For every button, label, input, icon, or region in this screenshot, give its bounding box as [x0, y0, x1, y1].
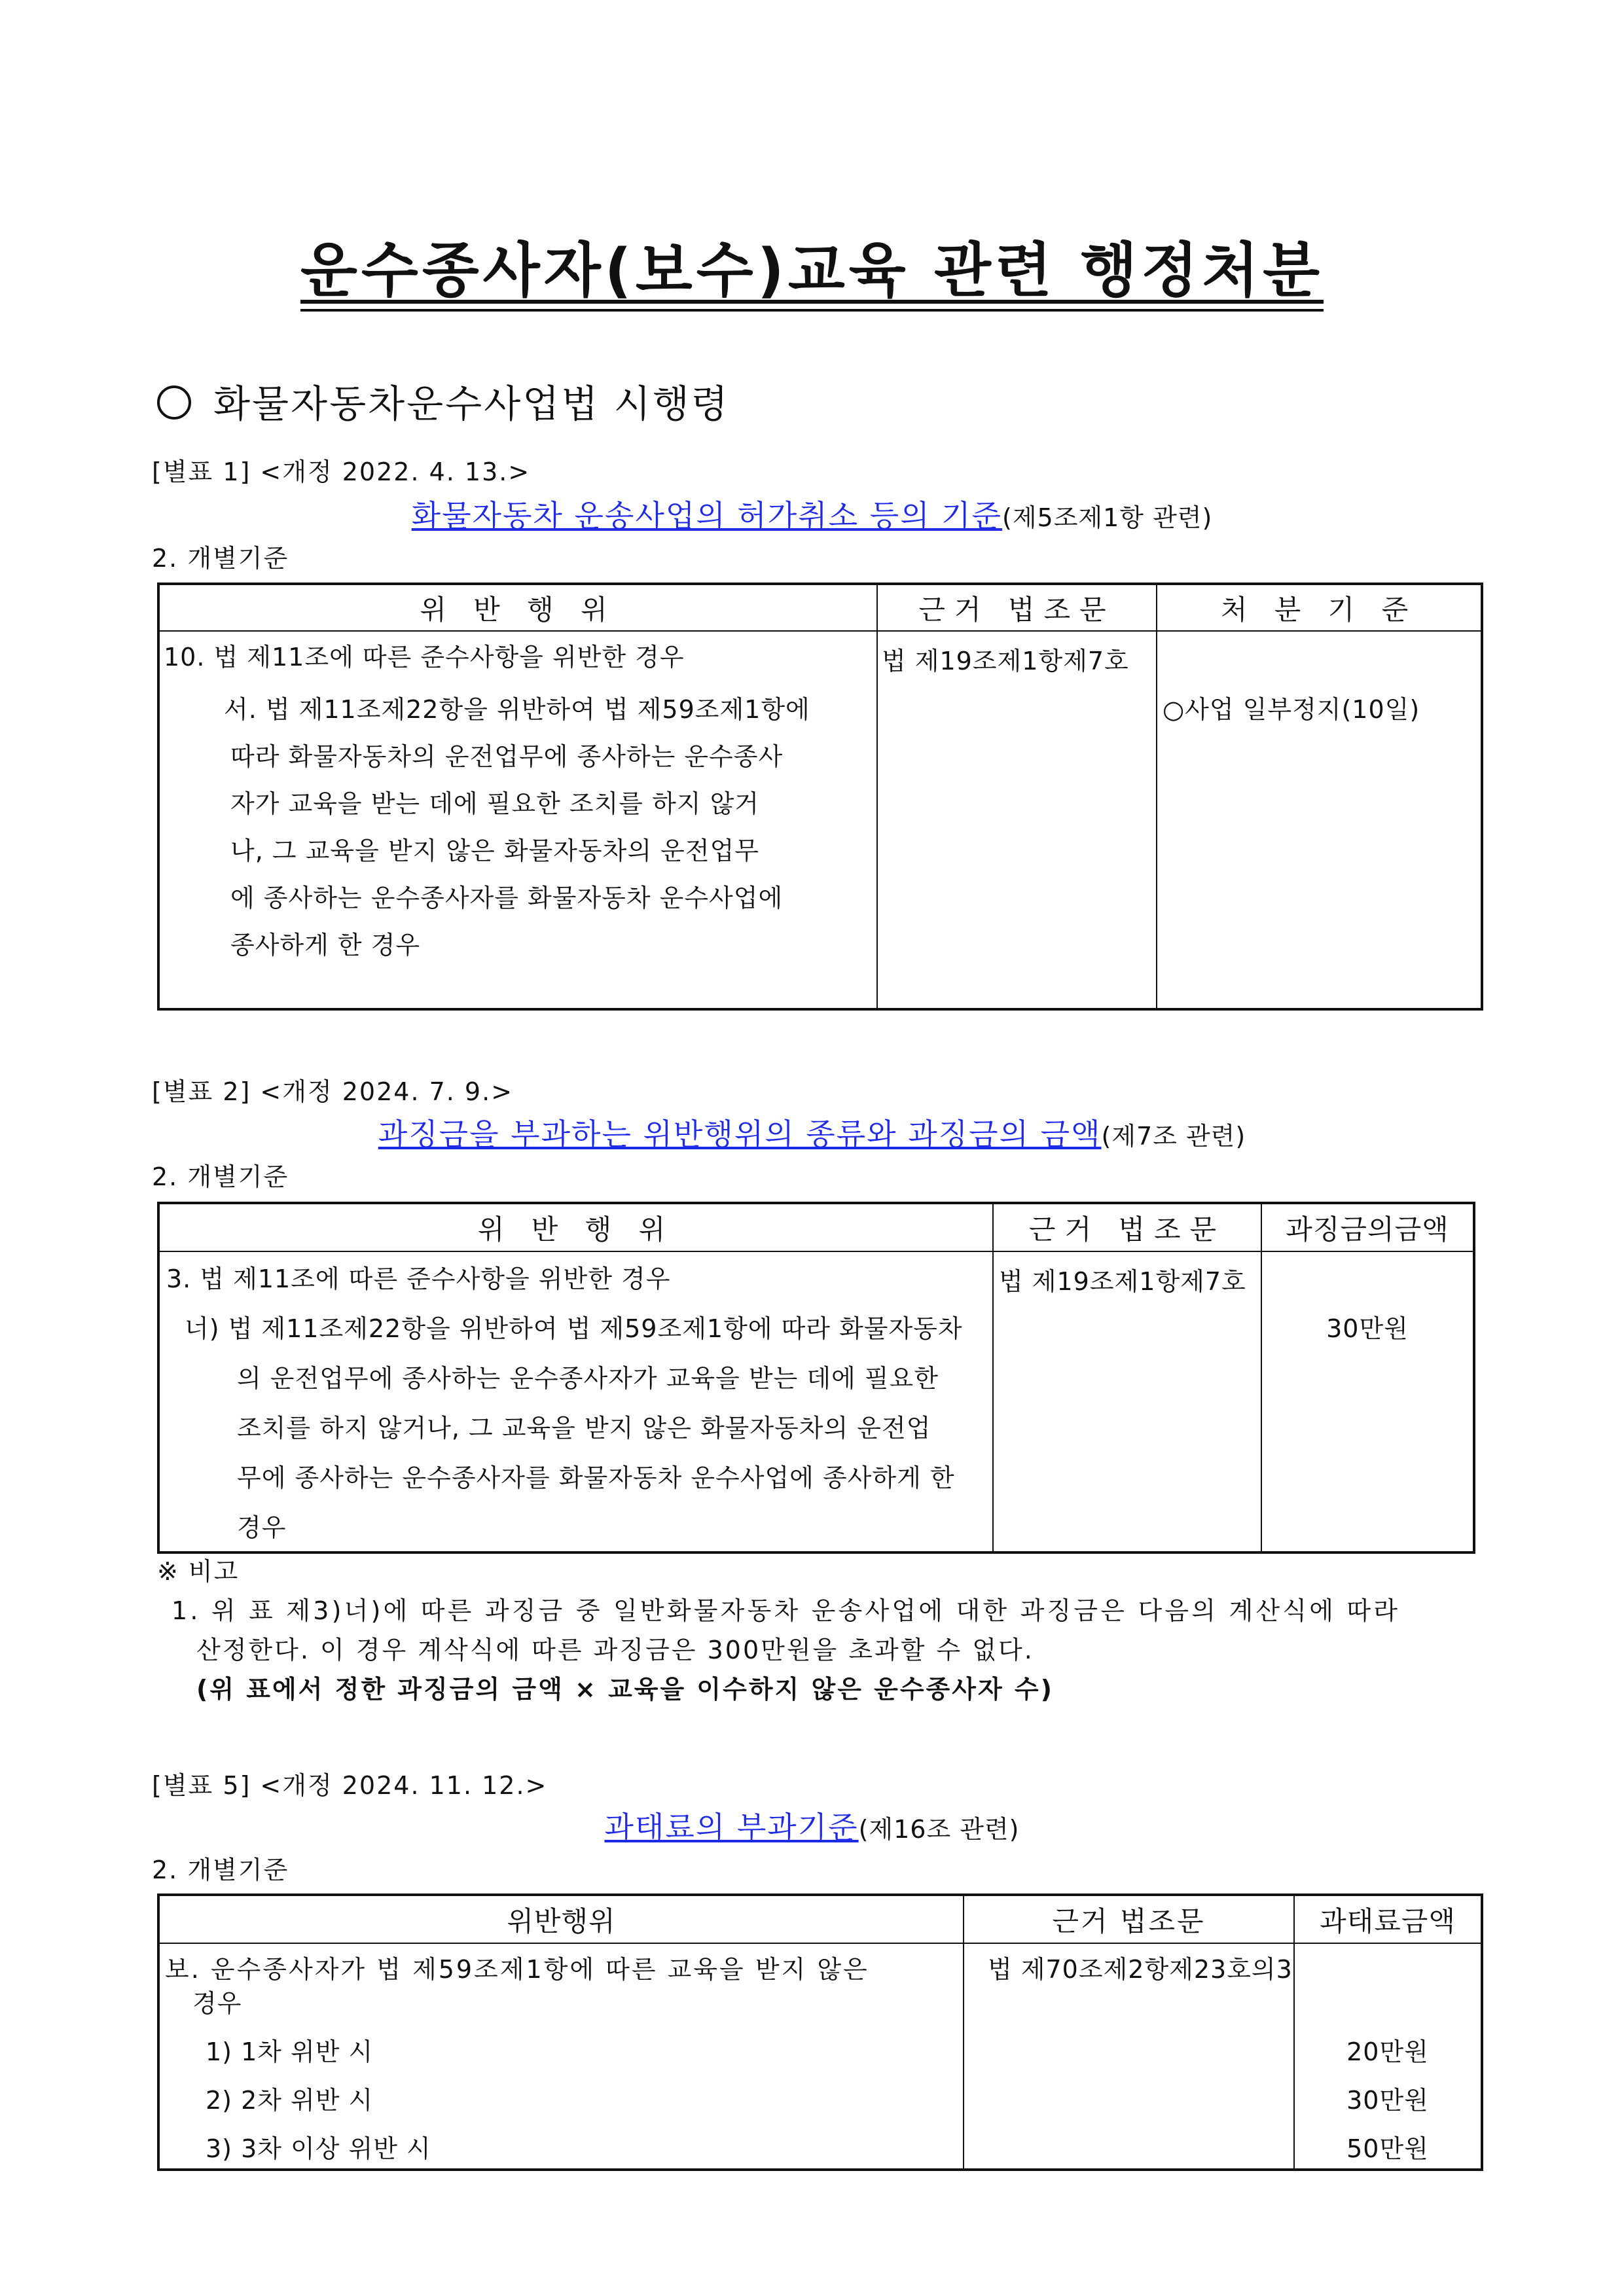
- s3-col-violation: 위반행위: [158, 1895, 964, 1943]
- s2-note-title: ※ 비고: [157, 1557, 240, 1586]
- s1-detail-line: 에 종사하는 운수종사자를 화물자동차 운수사업에: [230, 884, 784, 912]
- law-heading: 화물자동차운수사업법 시행령: [157, 373, 730, 428]
- page-title: 운수종사자(보수)교육 관련 행정처분: [0, 223, 1624, 308]
- s3-item-amount: 20만원: [1346, 2037, 1429, 2066]
- s1-col-violation: 위 반 행 위: [158, 584, 877, 631]
- s2-note-line: 산정한다. 이 경우 계삭식에 따른 과징금은 300만원을 초과할 수 없다.: [196, 1636, 1034, 1664]
- s2-row-main: 3. 법 제11조에 따른 준수사항을 위반한 경우: [166, 1265, 671, 1293]
- section3-ref: [별표 5] <개정 2024. 11. 12.>: [152, 1771, 548, 1800]
- s2-detail-line: 무에 종사하는 운수종사자를 화물자동차 운수사업에 종사하게 한: [237, 1463, 955, 1492]
- section1-ref: [별표 1] <개정 2022. 4. 13.>: [152, 457, 531, 486]
- s2-amount-cell: [1261, 1251, 1474, 1552]
- s3-row-main: 보. 운수종사자가 법 제59조제1항에 따른 교육을 받지 않은: [165, 1955, 869, 1984]
- s3-item-amount: 50만원: [1346, 2134, 1429, 2163]
- section3-sub: 2. 개별기준: [152, 1856, 289, 1884]
- s2-detail-line: 의 운전업무에 종사하는 운수종사자가 교육을 받는 데에 필요한: [237, 1364, 939, 1393]
- section3-heading-link[interactable]: 과태료의 부과기준: [604, 1810, 859, 1845]
- s1-row-law: 법 제19조제1항제7호: [882, 647, 1129, 675]
- s1-result: ○사업 일부정지(10일): [1163, 695, 1420, 724]
- s2-detail-line: 조치를 하지 않거나, 그 교육을 받지 않은 화물자동차의 운전업: [237, 1414, 931, 1443]
- section1-sub: 2. 개별기준: [152, 544, 289, 573]
- s2-law-cell: [993, 1251, 1261, 1552]
- s1-col-law: 근거 법조문: [877, 584, 1157, 631]
- section2-sub: 2. 개별기준: [152, 1162, 289, 1191]
- section2-table: [157, 1202, 1475, 1554]
- s2-detail-line: 너) 법 제11조제22항을 위반하여 법 제59조제1항에 따라 화물자동차: [185, 1314, 963, 1343]
- section2-heading-paren: (제7조 관련): [1101, 1122, 1246, 1151]
- s1-row-main: 10. 법 제11조에 따른 준수사항을 위반한 경우: [164, 643, 685, 672]
- s1-violation-cell: [158, 631, 877, 1009]
- s3-col-amount: 과태료금액: [1294, 1895, 1482, 1943]
- section1-table: [157, 583, 1483, 1011]
- section1-heading-link[interactable]: 화물자동차 운송사업의 허가취소 등의 기준: [411, 498, 1002, 533]
- section1-heading-paren: (제5조제1항 관련): [1002, 503, 1213, 532]
- s2-row-law: 법 제19조제1항제7호: [999, 1267, 1246, 1296]
- s3-col-law: 근거 법조문: [964, 1895, 1294, 1943]
- section2-ref: [별표 2] <개정 2024. 7. 9.>: [152, 1077, 514, 1106]
- s2-amount: 30만원: [1326, 1314, 1409, 1343]
- s1-detail-line: 서. 법 제11조제22항을 위반하여 법 제59조제1항에: [224, 695, 810, 724]
- s1-detail-line: 나, 그 교육을 받지 않은 화물자동차의 운전업무: [230, 836, 760, 865]
- s3-item-label: 1) 1차 위반 시: [206, 2037, 374, 2066]
- s2-detail-line: 경우: [237, 1513, 287, 1542]
- s1-law-cell: [877, 631, 1157, 1009]
- s2-violation-cell: [158, 1251, 993, 1552]
- section3-heading-paren: (제16조 관련): [858, 1815, 1020, 1844]
- circle-bullet-icon: [157, 386, 191, 420]
- section1-heading: [0, 492, 1624, 535]
- s1-detail-line: 종사하게 한 경우: [230, 931, 421, 960]
- s1-detail-line: 자가 교육을 받는 데에 필요한 조치를 하지 않거: [230, 789, 760, 818]
- s3-item-label: 3) 3차 이상 위반 시: [206, 2134, 431, 2163]
- s2-note-formula: (위 표에서 정한 과징금의 금액 × 교육을 이수하지 않은 운수종사자 수): [196, 1675, 1054, 1704]
- section2-heading-link[interactable]: 과징금을 부과하는 위반행위의 종류와 과징금의 금액: [378, 1117, 1102, 1152]
- s3-amount-cell: [1294, 1943, 1482, 2170]
- s3-law-cell: [964, 1943, 1294, 2170]
- s2-col-law: 근거 법조문: [993, 1203, 1261, 1251]
- s3-item-amount: 30만원: [1346, 2086, 1429, 2115]
- section3-table: [157, 1893, 1483, 2171]
- s2-col-amount: 과징금의금액: [1261, 1203, 1474, 1251]
- s3-row-main-cont: 경우: [192, 1989, 242, 2018]
- s3-violation-cell: [158, 1943, 964, 2170]
- s3-item-label: 2) 2차 위반 시: [206, 2086, 374, 2115]
- section2-heading: [0, 1111, 1624, 1154]
- s2-col-violation: 위 반 행 위: [158, 1203, 993, 1251]
- s2-note-line: 1. 위 표 제3)너)에 따른 과징금 중 일반화물자동차 운송사업에 대한 과징금은 다음의 계산식에 따라: [171, 1596, 1401, 1625]
- s3-row-law: 법 제70조제2항제23호의3: [988, 1955, 1293, 1984]
- s1-detail-line: 따라 화물자동차의 운전업무에 종사하는 운수종사: [230, 742, 784, 771]
- s1-result-cell: [1157, 631, 1482, 1009]
- section3-heading: [0, 1804, 1624, 1847]
- s1-col-result: 처 분 기 준: [1157, 584, 1482, 631]
